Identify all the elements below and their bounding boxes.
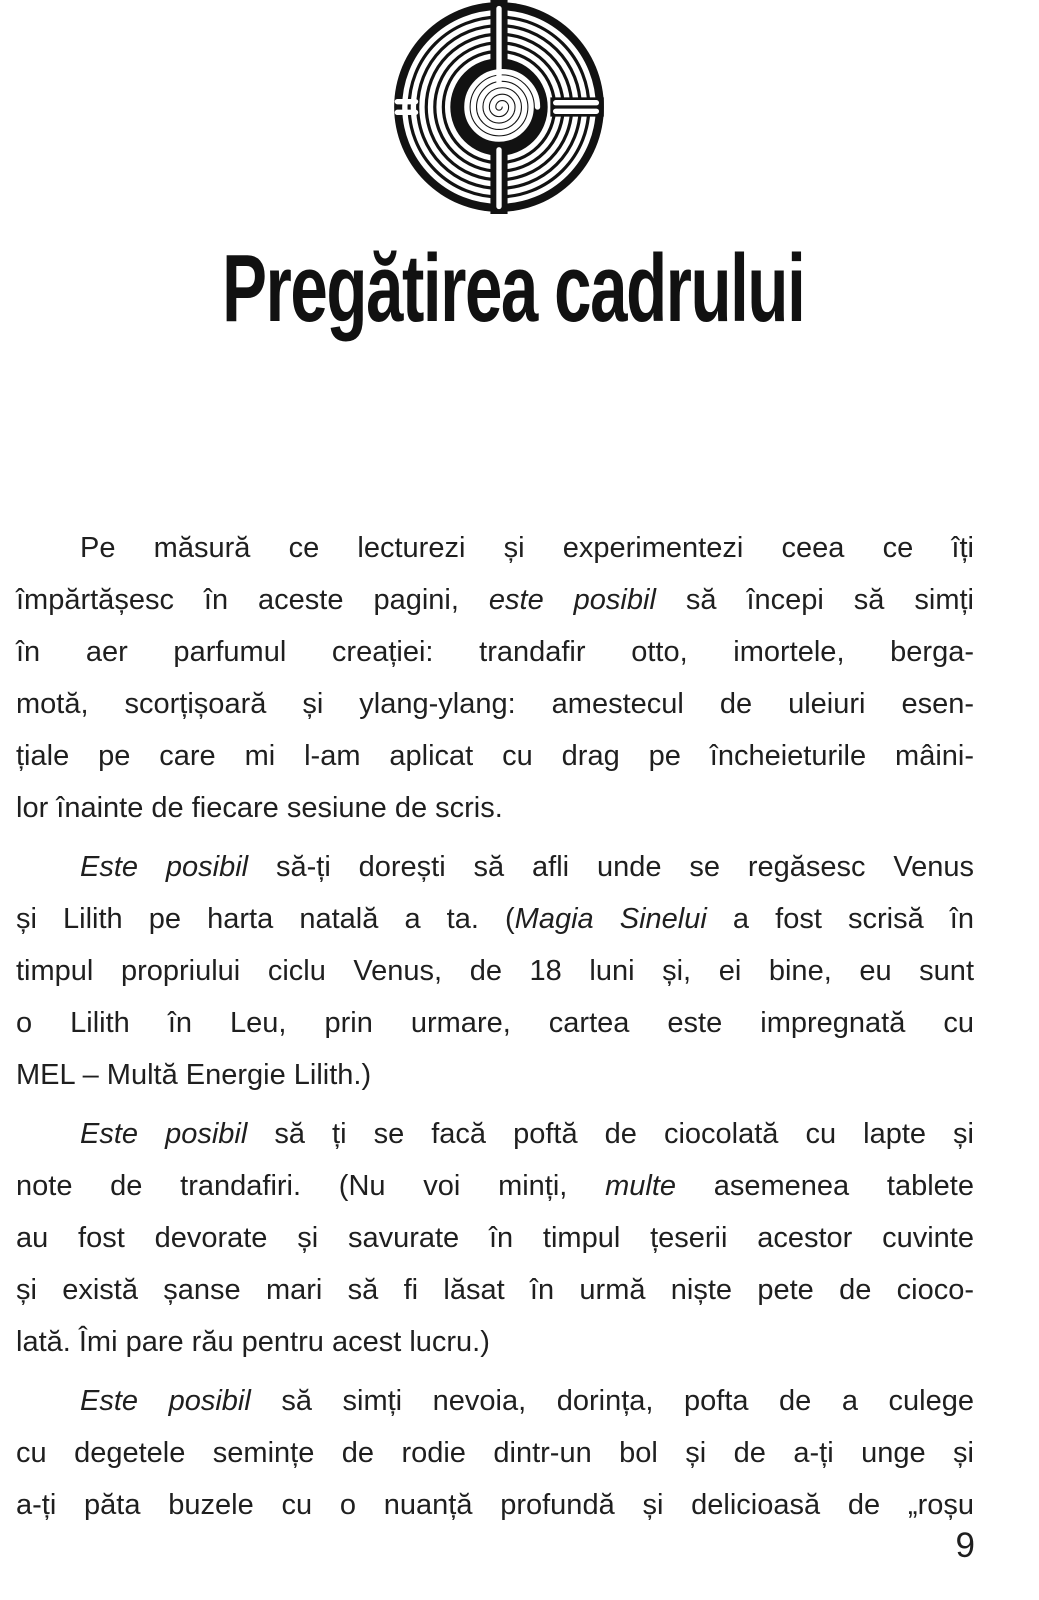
- text-line: [16, 1316, 974, 1368]
- text-line: [16, 522, 974, 574]
- text-segment: asemenea tablete: [676, 1170, 974, 1202]
- paragraph: [16, 1108, 974, 1368]
- text-segment: în aer parfumul creației: trandafir otto, imortele, berga-: [16, 636, 974, 668]
- text-segment-italic: Este posibil: [80, 1118, 248, 1150]
- text-segment-italic: multe: [605, 1170, 677, 1202]
- labyrinth-icon: [0, 0, 1039, 214]
- text-line: [16, 1212, 974, 1264]
- text-segment-italic: Este posibil: [80, 1385, 251, 1417]
- page-body: [16, 522, 974, 1531]
- text-line: [16, 1264, 974, 1316]
- text-line: [16, 626, 974, 678]
- chapter-title: Pregătirea cadrului: [222, 235, 805, 342]
- text-segment: lor înainte de fiecare sesiune de scris.: [16, 792, 503, 824]
- text-line: [16, 782, 974, 834]
- text-line: [16, 893, 974, 945]
- text-line: [16, 841, 974, 893]
- text-segment: să ți se facă poftă de ciocolată cu lapte și: [247, 1118, 974, 1150]
- paragraph: [16, 522, 974, 834]
- text-line: [16, 1375, 974, 1427]
- text-segment: să simți nevoia, dorința, pofta de a culege: [250, 1385, 974, 1417]
- text-segment: să-ți dorești să afli unde se regăsesc Venus: [248, 851, 974, 883]
- text-line: [16, 1427, 974, 1479]
- text-segment: și există șanse mari să fi lăsat în urmă niște pete de cioco-: [16, 1274, 974, 1306]
- text-segment: lată. Îmi pare rău pentru acest lucru.): [16, 1326, 490, 1358]
- text-segment: au fost devorate și savurate în timpul țeserii acestor cuvinte: [16, 1222, 974, 1254]
- text-line: [16, 1108, 974, 1160]
- text-segment-italic: este posibil: [488, 584, 656, 616]
- text-line: [16, 574, 974, 626]
- paragraph: [16, 1375, 974, 1531]
- text-segment: timpul propriului ciclu Venus, de 18 luni și, ei bine, eu sunt: [16, 955, 974, 987]
- text-segment: să începi să simți: [655, 584, 974, 616]
- text-segment: țiale pe care mi l-am aplicat cu drag pe încheieturile mâini-: [16, 740, 974, 772]
- text-segment-italic: Magia Sinelui: [514, 903, 707, 935]
- text-line: [16, 945, 974, 997]
- text-line: [16, 1049, 974, 1101]
- text-segment: cu degetele semințe de rodie dintr-un bol și de a-ți unge și: [16, 1437, 974, 1469]
- text-line: [16, 997, 974, 1049]
- text-segment: MEL – Multă Energie Lilith.): [16, 1059, 372, 1091]
- text-line: [16, 1160, 974, 1212]
- text-segment: a fost scrisă în: [706, 903, 974, 935]
- text-segment: a-ți păta buzele cu o nuanță profundă și delicioasă de „roșu: [16, 1489, 974, 1521]
- text-segment: și Lilith pe harta natală a ta. (: [16, 903, 515, 935]
- text-segment: Pe măsură ce lecturezi și experimentezi ceea ce îți: [80, 532, 974, 564]
- text-line: [16, 678, 974, 730]
- text-segment: o Lilith în Leu, prin urmare, cartea este impregnată cu: [16, 1007, 974, 1039]
- text-segment-italic: Este posibil: [80, 851, 249, 883]
- text-line: [16, 1479, 974, 1531]
- text-segment: împărtășesc în aceste pagini,: [16, 584, 489, 616]
- text-line: [16, 730, 974, 782]
- text-segment: motă, scorțișoară și ylang-ylang: amestecul de uleiuri esen-: [16, 688, 974, 720]
- text-segment: note de trandafiri. (Nu voi minți,: [16, 1170, 606, 1202]
- page-number: 9: [955, 1526, 975, 1565]
- paragraph: [16, 841, 974, 1101]
